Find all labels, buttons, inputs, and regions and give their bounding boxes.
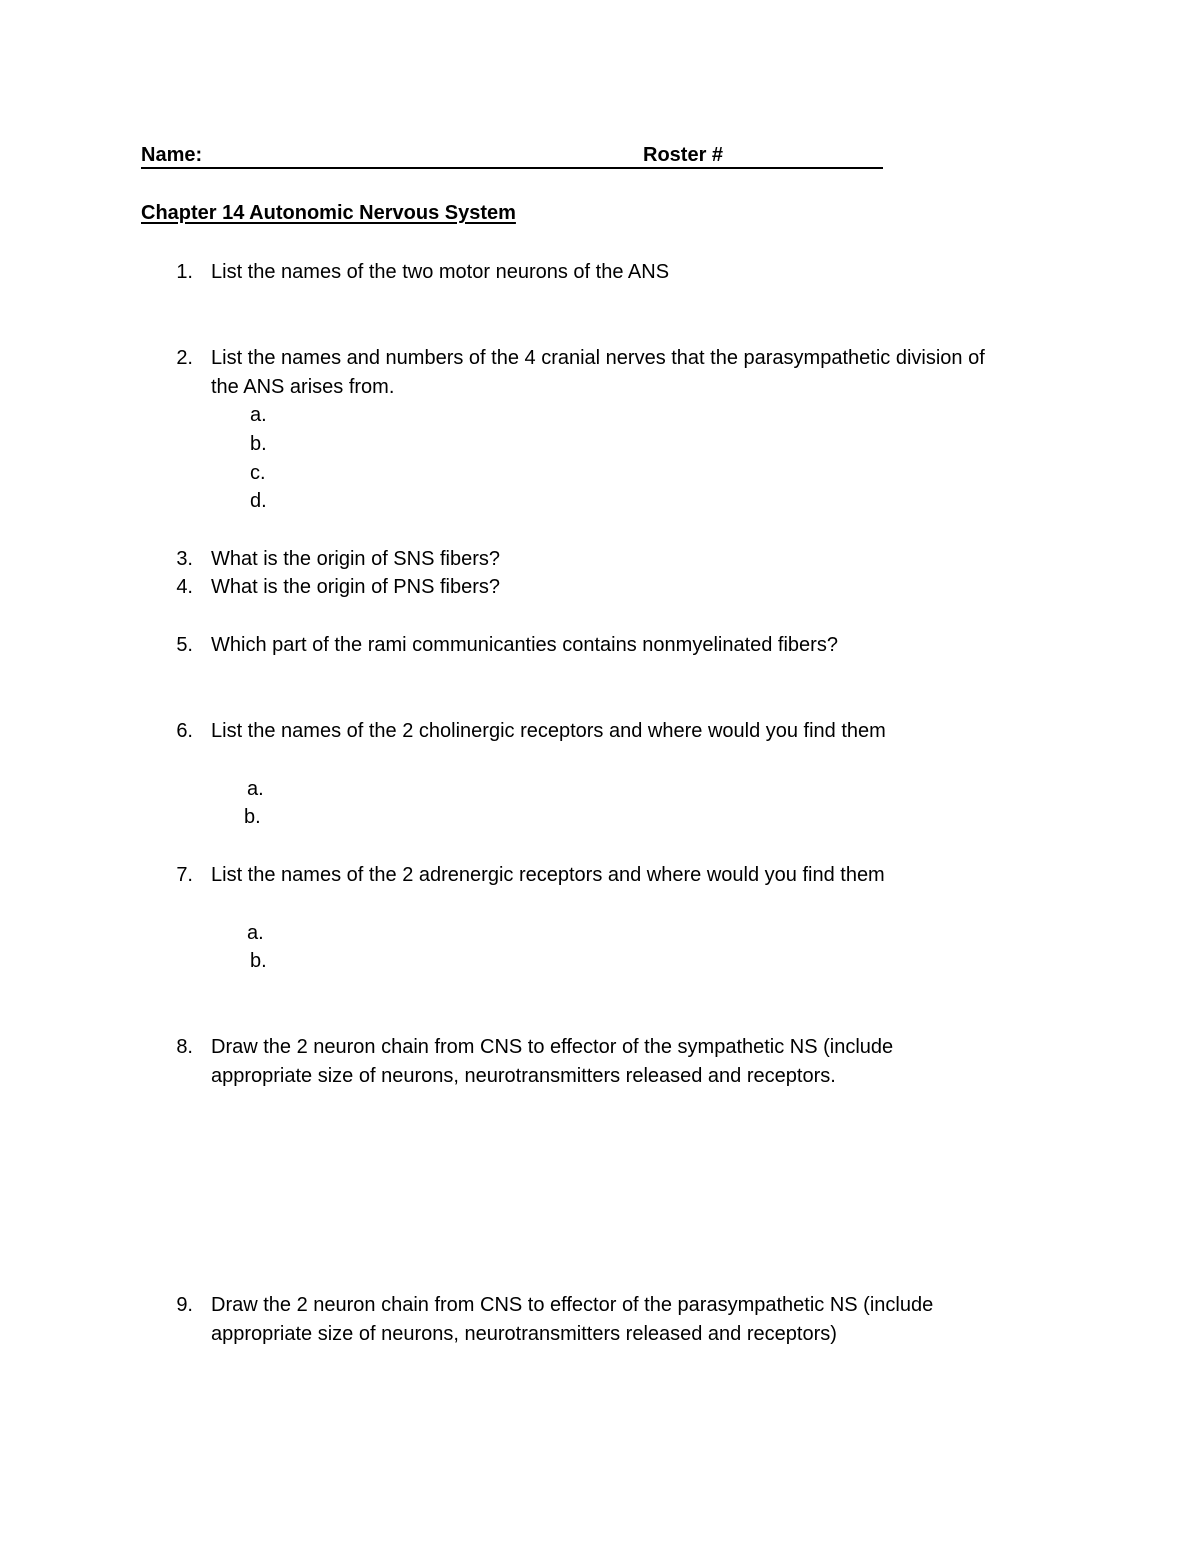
roster-label: Roster # xyxy=(643,144,724,166)
answer-slot-b: b. xyxy=(250,950,267,972)
name-label: Name: xyxy=(141,144,203,166)
question-text: List the names of the 2 cholinergic receptors and where would you find them xyxy=(211,720,886,742)
question-text: List the names of the 2 adrenergic receptors and where would you find them xyxy=(211,864,885,886)
page-title: Chapter 14 Autonomic Nervous System xyxy=(141,202,516,224)
question-text-continued: appropriate size of neurons, neurotransmitters released and receptors. xyxy=(211,1065,836,1087)
answer-slot-b: b. xyxy=(250,433,267,455)
question-text: What is the origin of SNS fibers? xyxy=(211,548,501,570)
question-text: Which part of the rami communicanties contains nonmyelinated fibers? xyxy=(211,634,838,656)
question-text: List the names and numbers of the 4 cranial nerves that the parasympathetic division of xyxy=(211,347,985,369)
question-number: 1. xyxy=(176,261,193,283)
answer-slot-b: b. xyxy=(244,806,261,828)
question-number: 5. xyxy=(176,634,193,656)
question-number: 3. xyxy=(176,548,193,570)
question-number: 6. xyxy=(176,720,193,742)
question-text-continued: appropriate size of neurons, neurotransmitters released and receptors) xyxy=(211,1323,837,1345)
question-number: 9. xyxy=(176,1294,193,1316)
answer-slot-a: a. xyxy=(247,922,264,944)
question-text: List the names of the two motor neurons of the ANS xyxy=(211,261,670,283)
name-blank-line[interactable] xyxy=(141,167,643,169)
answer-slot-c: c. xyxy=(250,462,266,484)
question-text: Draw the 2 neuron chain from CNS to effector of the parasympathetic NS (include xyxy=(211,1294,934,1316)
question-text-continued: the ANS arises from. xyxy=(211,376,395,398)
question-number: 7. xyxy=(176,864,193,886)
question-number: 8. xyxy=(176,1036,193,1058)
roster-blank-line[interactable] xyxy=(643,167,883,169)
question-text: What is the origin of PNS fibers? xyxy=(211,576,501,598)
answer-slot-a: a. xyxy=(250,404,267,426)
answer-slot-d: d. xyxy=(250,490,267,512)
question-number: 4. xyxy=(176,576,193,598)
question-text: Draw the 2 neuron chain from CNS to effector of the sympathetic NS (include xyxy=(211,1036,894,1058)
question-number: 2. xyxy=(176,347,193,369)
answer-slot-a: a. xyxy=(247,778,264,800)
